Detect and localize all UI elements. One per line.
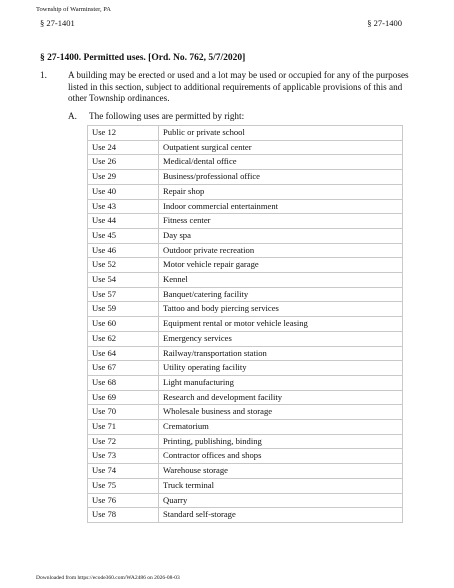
use-code-cell: Use 24 <box>88 140 159 155</box>
use-code-cell: Use 12 <box>88 126 159 141</box>
use-code-cell: Use 73 <box>88 449 159 464</box>
use-name-cell: Fitness center <box>159 214 403 229</box>
use-code-cell: Use 62 <box>88 331 159 346</box>
table-row <box>88 155 403 170</box>
table-row <box>88 184 403 199</box>
table-row <box>88 478 403 493</box>
table-row <box>88 258 403 273</box>
use-code-cell: Use 59 <box>88 302 159 317</box>
use-name-cell: Outdoor private recreation <box>159 243 403 258</box>
use-name-cell: Public or private school <box>159 126 403 141</box>
use-name-cell: Business/professional office <box>159 170 403 185</box>
use-code-cell: Use 68 <box>88 375 159 390</box>
use-name-cell: Printing, publishing, binding <box>159 434 403 449</box>
table-row <box>88 317 403 332</box>
table-row <box>88 405 403 420</box>
use-name-cell: Standard self-storage <box>159 508 403 523</box>
table-row <box>88 199 403 214</box>
table-row <box>88 302 403 317</box>
table-row <box>88 493 403 508</box>
subsection-text: The following uses are permitted by right: <box>89 111 245 121</box>
use-code-cell: Use 76 <box>88 493 159 508</box>
use-name-cell: Crematorium <box>159 420 403 435</box>
use-code-cell: Use 72 <box>88 434 159 449</box>
use-code-cell: Use 57 <box>88 287 159 302</box>
table-row <box>88 346 403 361</box>
use-name-cell: Warehouse storage <box>159 464 403 479</box>
use-name-cell: Research and development facility <box>159 390 403 405</box>
use-name-cell: Truck terminal <box>159 478 403 493</box>
use-code-cell: Use 71 <box>88 420 159 435</box>
use-name-cell: Banquet/catering facility <box>159 287 403 302</box>
table-row <box>88 464 403 479</box>
municipality-header: Township of Warminster, PA <box>36 6 111 13</box>
use-name-cell: Light manufacturing <box>159 375 403 390</box>
use-code-cell: Use 26 <box>88 155 159 170</box>
table-row <box>88 331 403 346</box>
table-row <box>88 390 403 405</box>
use-name-cell: Emergency services <box>159 331 403 346</box>
use-code-cell: Use 45 <box>88 228 159 243</box>
table-row <box>88 375 403 390</box>
use-name-cell: Railway/transportation station <box>159 346 403 361</box>
section-ref-right: § 27-1400 <box>367 18 402 28</box>
use-name-cell: Kennel <box>159 273 403 288</box>
section-title: § 27-1400. Permitted uses. [Ord. No. 762, 5/7/2020] <box>40 53 246 63</box>
use-code-cell: Use 74 <box>88 464 159 479</box>
table-row <box>88 361 403 376</box>
subsection-letter: A. <box>68 111 77 121</box>
permitted-uses-table <box>87 125 403 523</box>
use-code-cell: Use 29 <box>88 170 159 185</box>
table-row <box>88 508 403 523</box>
use-code-cell: Use 69 <box>88 390 159 405</box>
use-code-cell: Use 44 <box>88 214 159 229</box>
use-code-cell: Use 78 <box>88 508 159 523</box>
use-code-cell: Use 46 <box>88 243 159 258</box>
section-ref-left: § 27-1401 <box>40 18 75 28</box>
table-row <box>88 273 403 288</box>
use-code-cell: Use 60 <box>88 317 159 332</box>
use-name-cell: Tattoo and body piercing services <box>159 302 403 317</box>
use-code-cell: Use 70 <box>88 405 159 420</box>
table-row <box>88 449 403 464</box>
table-row <box>88 214 403 229</box>
table-row <box>88 420 403 435</box>
table-row <box>88 243 403 258</box>
table-row <box>88 140 403 155</box>
table-row <box>88 126 403 141</box>
use-name-cell: Day spa <box>159 228 403 243</box>
use-name-cell: Repair shop <box>159 184 403 199</box>
use-code-cell: Use 67 <box>88 361 159 376</box>
use-name-cell: Medical/dental office <box>159 155 403 170</box>
table-row <box>88 170 403 185</box>
use-name-cell: Indoor commercial entertainment <box>159 199 403 214</box>
use-name-cell: Outpatient surgical center <box>159 140 403 155</box>
use-name-cell: Wholesale business and storage <box>159 405 403 420</box>
use-name-cell: Contractor offices and shops <box>159 449 403 464</box>
use-code-cell: Use 40 <box>88 184 159 199</box>
use-code-cell: Use 54 <box>88 273 159 288</box>
use-code-cell: Use 52 <box>88 258 159 273</box>
use-name-cell: Quarry <box>159 493 403 508</box>
use-code-cell: Use 64 <box>88 346 159 361</box>
use-name-cell: Utility operating facility <box>159 361 403 376</box>
table-row <box>88 228 403 243</box>
download-footer: Downloaded from https://ecode360.com/WA2486 on 2026-08-03 <box>36 575 180 581</box>
use-name-cell: Motor vehicle repair garage <box>159 258 403 273</box>
use-name-cell: Equipment rental or motor vehicle leasing <box>159 317 403 332</box>
use-code-cell: Use 75 <box>88 478 159 493</box>
paragraph-number: 1. <box>40 70 47 80</box>
paragraph-text: A building may be erected or used and a lot may be used or occupied for any of the purposes listed in this section, subject to additional requirements of applicable provisions of this and other Township ordinances. <box>68 70 409 104</box>
table-row <box>88 287 403 302</box>
use-code-cell: Use 43 <box>88 199 159 214</box>
table-row <box>88 434 403 449</box>
